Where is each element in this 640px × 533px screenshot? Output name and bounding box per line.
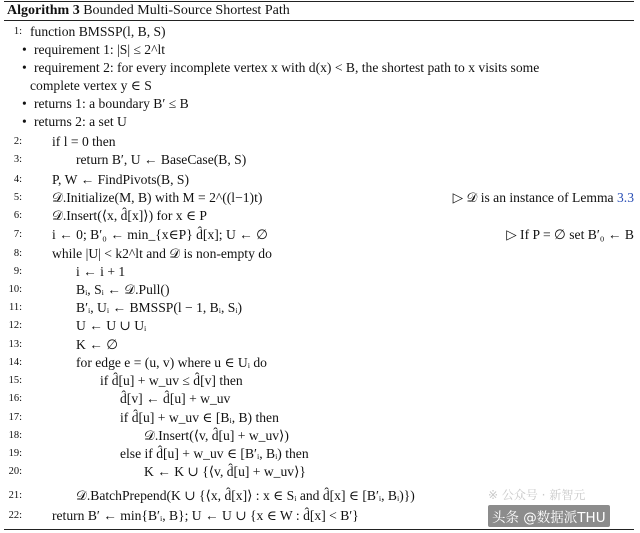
algorithm-line (4, 355, 634, 373)
algorithm-line (4, 464, 634, 482)
line-text: else if d̂[u] + w_uv ∈ [B′ᵢ, Bᵢ) then (120, 446, 309, 461)
line-number: 17: (8, 412, 22, 423)
algorithm-line (4, 264, 634, 282)
line-text: U ← U ∪ Uᵢ (76, 318, 147, 333)
line-number: 8: (13, 248, 22, 259)
line-number: 21: (8, 490, 22, 501)
comment-text: ▷ 𝒟 is an instance of Lemma (452, 190, 614, 205)
title-rule (4, 20, 634, 21)
line-text: function BMSSP(l, B, S) (30, 24, 166, 39)
bullet-icon: • (22, 96, 27, 111)
line-text: K ← ∅ (76, 337, 119, 352)
algorithm-line (4, 318, 634, 336)
algorithm-line (4, 428, 634, 446)
line-number: 20: (8, 466, 22, 477)
line-text: returns 2: a set U (34, 114, 127, 129)
line-text: returns 1: a boundary B′ ≤ B (34, 96, 189, 111)
algorithm-line (4, 96, 634, 114)
line-number: 2: (13, 136, 22, 147)
algorithm-box (4, 0, 634, 531)
algorithm-line (4, 391, 634, 409)
watermark-faint: ※ 公众号 · 新智元 (488, 488, 586, 502)
line-text: while |U| < k2^lt and 𝒟 is non-empty do (52, 246, 272, 261)
top-rule (4, 1, 634, 2)
line-text: requirement 2: for every incomplete vertex x with d(x) < B, the shortest path to x visits some (34, 60, 540, 75)
algorithm-line (4, 114, 634, 132)
comment-text: ▷ If P = ∅ set B′₀ ← B (506, 227, 634, 242)
algorithm-line (4, 282, 634, 300)
line-number: 5: (13, 192, 22, 203)
algorithm-label: Algorithm 3 (7, 3, 80, 18)
bullet-icon: • (22, 42, 27, 57)
algorithm-line (4, 410, 634, 428)
line-text: return B′ ← min{B′ᵢ, B}; U ← U ∪ {x ∈ W : d̂[x] < B′} (52, 508, 359, 523)
line-number: 3: (13, 154, 22, 165)
line-number: 16: (8, 393, 22, 404)
algorithm-line (4, 134, 634, 152)
line-text: K ← K ∪ {⟨v, d̂[u] + w_uv⟩} (144, 464, 306, 479)
line-number: 12: (8, 320, 22, 331)
line-number: 11: (8, 302, 22, 313)
line-number: 14: (8, 357, 22, 368)
algorithm-line (4, 246, 634, 264)
line-number: 7: (13, 229, 22, 240)
line-text: i ← 0; B′₀ ← min_{x∈P} d̂[x]; U ← ∅ (52, 227, 268, 242)
algorithm-line (4, 446, 634, 464)
line-number: 13: (8, 339, 22, 350)
algorithm-line (4, 152, 634, 170)
line-text: d̂[v] ← d̂[u] + w_uv (120, 391, 231, 406)
line-text: B′ᵢ, Uᵢ ← BMSSP(l − 1, Bᵢ, Sᵢ) (76, 300, 243, 315)
algorithm-line (4, 42, 634, 60)
algorithm-line (4, 24, 634, 42)
line-number: 22: (8, 510, 22, 521)
line-text: if d̂[u] + w_uv ∈ [Bᵢ, B) then (120, 410, 279, 425)
algorithm-line (4, 78, 634, 96)
line-number: 4: (13, 174, 22, 185)
line-text: if d̂[u] + w_uv ≤ d̂[v] then (100, 373, 243, 388)
line-text: i ← i + 1 (76, 264, 126, 279)
line-text: P, W ← FindPivots(B, S) (52, 172, 189, 187)
algorithm-title (7, 3, 290, 19)
line-text: 𝒟.Insert(⟨x, d̂[x]⟩) for x ∈ P (52, 208, 207, 223)
line-text: return B′, U ← BaseCase(B, S) (76, 152, 247, 167)
bullet-icon: • (22, 114, 27, 129)
line-text: Bᵢ, Sᵢ ← 𝒟.Pull() (76, 282, 170, 297)
line-text: for edge e = (u, v) where u ∈ Uᵢ do (76, 355, 267, 370)
line-text: 𝒟.BatchPrepend(K ∪ {⟨x, d̂[x]⟩ : x ∈ Sᵢ and d̂[x] ∈ [B′ᵢ, Bᵢ)}) (76, 488, 415, 503)
line-comment (506, 227, 634, 243)
line-number: 6: (13, 210, 22, 221)
bottom-rule (4, 529, 634, 530)
algorithm-line (4, 227, 634, 245)
line-comment (453, 190, 634, 206)
line-number: 15: (8, 375, 22, 386)
algorithm-name: Bounded Multi-Source Shortest Path (83, 3, 290, 18)
line-text: if l = 0 then (52, 134, 116, 149)
line-number: 10: (8, 284, 22, 295)
lemma-reference-link[interactable]: 3.3 (617, 190, 634, 205)
line-text: 𝒟.Initialize(M, B) with M = 2^((l−1)t) (52, 190, 263, 205)
line-number: 19: (8, 448, 22, 459)
watermark-label: 头条 @数据派THU (488, 505, 610, 527)
line-number: 1: (13, 26, 22, 37)
bullet-icon: • (22, 60, 27, 75)
algorithm-line (4, 373, 634, 391)
line-text: complete vertex y ∈ S (30, 78, 152, 93)
algorithm-line (4, 300, 634, 318)
line-text: requirement 1: |S| ≤ 2^lt (34, 42, 166, 57)
line-number: 18: (8, 430, 22, 441)
algorithm-line (4, 337, 634, 355)
algorithm-line (4, 60, 634, 78)
algorithm-line (4, 208, 634, 226)
algorithm-line (4, 172, 634, 190)
line-text: 𝒟.Insert(⟨v, d̂[u] + w_uv⟩) (144, 428, 289, 443)
algorithm-line (4, 190, 634, 208)
line-number: 9: (13, 266, 22, 277)
